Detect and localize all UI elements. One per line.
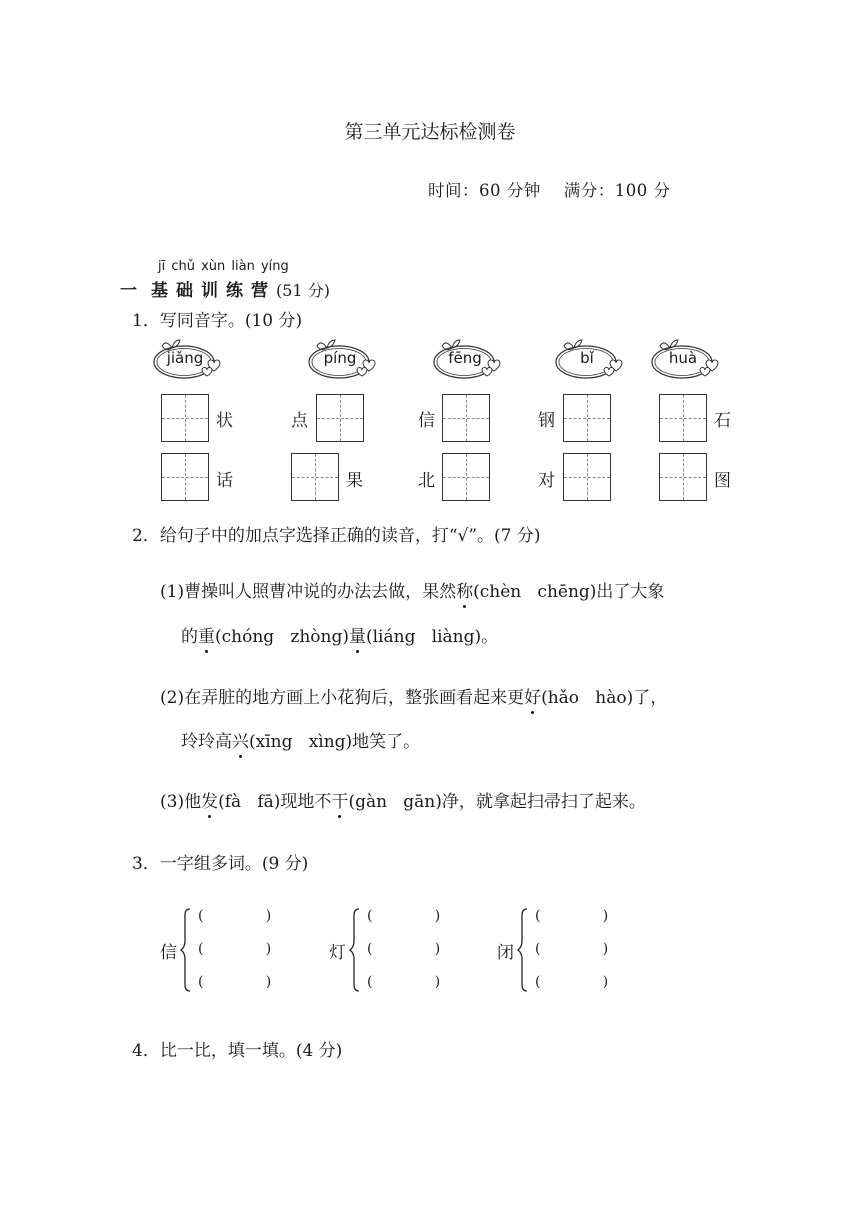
brace-icon [349,907,359,997]
given-char: 信 [418,411,435,431]
answer-blank[interactable]: ( ) [367,941,441,957]
given-char: 对 [538,471,555,491]
given-char: 果 [346,471,363,491]
given-char: 钢 [538,411,555,431]
answer-blank[interactable]: ( ) [198,941,272,957]
dotted-char: 发 [201,792,219,812]
dotted-char: 兴 [232,732,249,752]
q2-text: (3)他 [160,792,202,812]
time-limit: 时间：60 分钟 [428,181,541,200]
exam-meta [428,177,670,201]
q2-text: (2)在弄脏的地方画上小花狗后，整张画看起来更 [160,688,525,708]
full-score: 满分：100 分 [563,181,671,200]
answer-blank[interactable]: ( ) [535,908,609,924]
question-2-label: 2．给句子中的加点字选择正确的读音，打“√”。(7 分) [132,526,541,546]
writing-grid-box[interactable] [659,394,707,442]
q2-options[interactable]: (fà fā)现地不 [218,792,332,812]
group-char: 信 [160,943,177,963]
section-title: 基础训练营 [151,281,276,301]
q2-sentence-2a [160,683,667,708]
section-pinyin: jī chǔ xùn liàn yíng [158,259,289,274]
q2-text: (1)曹操叫人照曹冲说的办法去做，果然 [160,582,457,602]
pinyin-text: huà [668,349,698,367]
pinyin-text: bǐ [580,349,594,367]
dotted-char: 称 [456,582,474,602]
pinyin-badge [150,337,220,383]
answer-blank[interactable]: ( ) [367,974,441,990]
given-char: 话 [216,471,233,491]
question-4-label: 4．比一比，填一填。(4 分) [132,1041,343,1061]
given-char: 状 [216,411,233,431]
writing-grid-box[interactable] [161,394,209,442]
q2-sentence-1b [181,622,498,647]
section-score: (51 分) [276,281,330,300]
q2-options[interactable]: (hǎo hào)了， [541,688,668,708]
pinyin-badge [648,337,718,383]
q2-text: 玲玲高 [181,732,232,752]
pinyin-text: jiǎng [166,349,204,367]
given-char: 石 [714,411,731,431]
writing-grid-box[interactable] [563,394,611,442]
q2-options[interactable]: (liáng liàng)。 [365,627,499,647]
pinyin-badge [552,337,622,383]
group-char: 闭 [497,943,514,963]
q2-sentence-1a [160,577,664,602]
writing-grid-box[interactable] [442,394,490,442]
pinyin-badge [305,337,375,383]
given-char: 北 [418,471,435,491]
writing-grid-box[interactable] [563,453,611,501]
q2-options[interactable]: (xīng xìng)地笑了。 [249,732,421,752]
answer-blank[interactable]: ( ) [198,908,272,924]
group-char: 灯 [329,943,346,963]
dotted-char: 重 [198,627,215,647]
writing-grid-box[interactable] [291,453,339,501]
pinyin-text: píng [323,349,357,367]
q2-options[interactable]: (chóng zhòng) [215,627,349,647]
answer-blank[interactable]: ( ) [535,974,609,990]
dotted-char: 量 [348,627,366,647]
answer-blank[interactable]: ( ) [198,974,272,990]
section-number: 一 [120,281,137,301]
dotted-char: 好 [524,688,542,708]
writing-grid-box[interactable] [161,453,209,501]
pinyin-text: fēng [448,349,482,367]
q2-sentence-3 [160,787,646,812]
question-3-label: 3．一字组多词。(9 分) [132,854,309,874]
given-char: 点 [291,411,308,431]
writing-grid-box[interactable] [316,394,364,442]
writing-grid-box[interactable] [442,453,490,501]
brace-icon [180,907,190,997]
question-1-label: 1．写同音字。(10 分) [132,311,303,331]
q2-sentence-2b [181,727,420,752]
q2-options[interactable]: (chèn chēng)出了大象 [473,582,665,602]
pinyin-badge [430,337,500,383]
answer-blank[interactable]: ( ) [367,908,441,924]
dotted-char: 干 [331,792,349,812]
brace-icon [517,907,527,997]
page-title: 第三单元达标检测卷 [344,121,516,143]
q2-text: 的 [181,627,198,647]
writing-grid-box[interactable] [659,453,707,501]
given-char: 图 [714,471,731,491]
q2-options[interactable]: (gàn gān)净，就拿起扫帚扫了起来。 [348,792,646,812]
section-heading [120,276,330,301]
answer-blank[interactable]: ( ) [535,941,609,957]
